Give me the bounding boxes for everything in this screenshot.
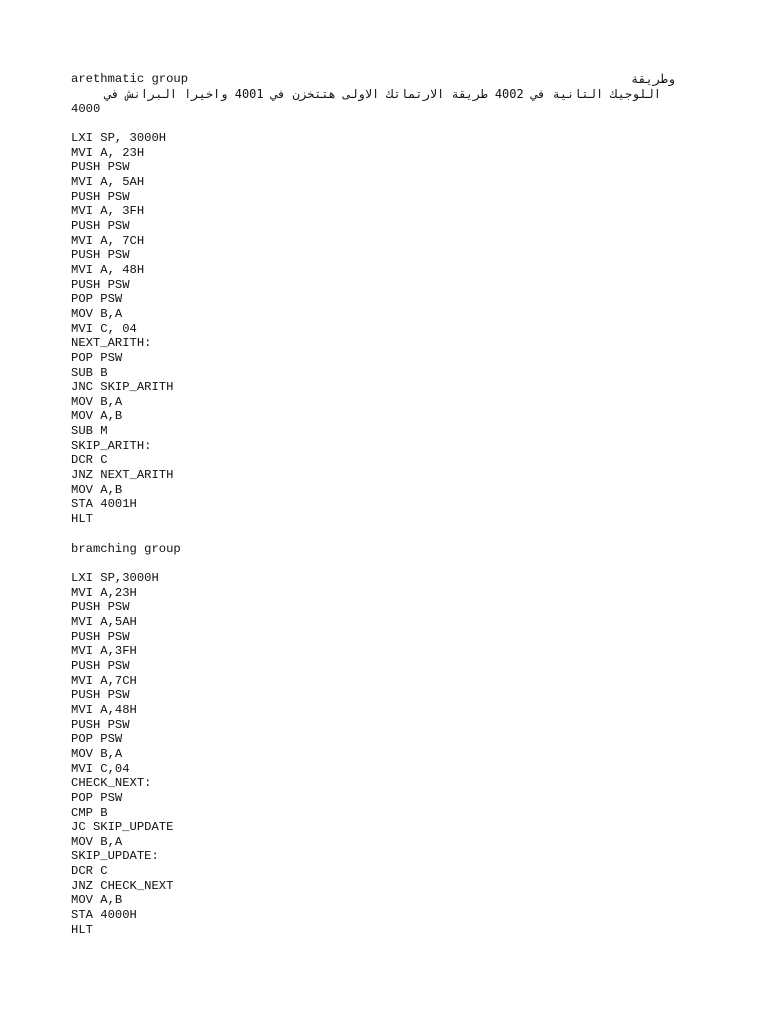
branching-code-line: POP PSW	[71, 732, 123, 747]
arithmetic-code-line: SUB B	[71, 365, 108, 380]
arithmetic-code-line: MOV B,A	[71, 306, 123, 321]
arabic-header-word: وطريقة	[630, 72, 675, 86]
branching-code-line: JNZ CHECK_NEXT	[71, 878, 174, 893]
branching-code-line: SKIP_UPDATE:	[71, 849, 159, 864]
header-row	[71, 72, 675, 87]
arabic-note-line: اللوجيك التانية في 4002 طريقة الارتماتك الاولى هتتخزن في 4001 واخيرا البرانش في	[104, 87, 661, 101]
branching-code-line: MOV B,A	[71, 746, 123, 761]
branching-code-line: CMP B	[71, 805, 108, 820]
arithmetic-code-line: MVI A, 7CH	[71, 233, 145, 248]
arithmetic-code-line: MOV A,B	[71, 482, 123, 497]
section-title-arithmetic: arethmatic group	[71, 72, 189, 86]
arithmetic-code-line: NEXT_ARITH:	[71, 336, 152, 351]
branching-code-line: PUSH PSW	[71, 688, 130, 703]
arithmetic-code-line: MVI A, 5AH	[71, 174, 145, 189]
arithmetic-code-line: JNZ NEXT_ARITH	[71, 468, 174, 483]
section-title-branching: bramching group	[71, 542, 181, 556]
branching-code-line: PUSH PSW	[71, 717, 130, 732]
branching-code-line: MVI A,23H	[71, 585, 137, 600]
arithmetic-code-line: MVI C, 04	[71, 321, 137, 336]
arithmetic-code-line: MVI A, 3FH	[71, 204, 145, 219]
arithmetic-code-line: MOV A,B	[71, 409, 123, 424]
branching-code-line: STA 4000H	[71, 908, 137, 923]
branching-code-block	[71, 571, 173, 937]
arithmetic-code-line: POP PSW	[71, 292, 123, 307]
branching-code-line: MOV B,A	[71, 834, 123, 849]
branching-code-line: PUSH PSW	[71, 629, 130, 644]
arithmetic-code-line: JNC SKIP_ARITH	[71, 380, 174, 395]
branching-code-line: MVI A,48H	[71, 702, 137, 717]
arithmetic-code-line: DCR C	[71, 453, 108, 468]
branching-code-line: MOV A,B	[71, 893, 123, 908]
arithmetic-code-line: STA 4001H	[71, 497, 137, 512]
arithmetic-code-line: POP PSW	[71, 350, 123, 365]
arithmetic-code-line: PUSH PSW	[71, 218, 130, 233]
branching-code-line: POP PSW	[71, 790, 123, 805]
arithmetic-code-line: PUSH PSW	[71, 160, 130, 175]
arithmetic-code-line: PUSH PSW	[71, 248, 130, 263]
arithmetic-code-line: MVI A, 48H	[71, 262, 145, 277]
arithmetic-code-line: MVI A, 23H	[71, 145, 145, 160]
arithmetic-code-line: MOV B,A	[71, 394, 123, 409]
branching-code-line: MVI A,3FH	[71, 644, 137, 659]
branching-code-line: PUSH PSW	[71, 600, 130, 615]
arithmetic-code-line: HLT	[71, 512, 93, 527]
note-number-line: 4000	[71, 102, 101, 116]
branching-code-line: JC SKIP_UPDATE	[71, 820, 174, 835]
branching-code-line: MVI C,04	[71, 761, 130, 776]
arithmetic-code-line: SUB M	[71, 424, 108, 439]
arithmetic-code-line: PUSH PSW	[71, 277, 130, 292]
branching-code-line: CHECK_NEXT:	[71, 776, 152, 791]
arithmetic-code-block	[71, 131, 173, 527]
branching-code-line: MVI A,7CH	[71, 673, 137, 688]
branching-code-line: DCR C	[71, 864, 108, 879]
arithmetic-code-line: LXI SP, 3000H	[71, 131, 167, 145]
branching-code-line: PUSH PSW	[71, 658, 130, 673]
branching-code-line: MVI A,5AH	[71, 614, 137, 629]
branching-code-line: HLT	[71, 922, 93, 937]
arithmetic-code-line: PUSH PSW	[71, 189, 130, 204]
arithmetic-code-line: SKIP_ARITH:	[71, 438, 152, 453]
branching-code-line: LXI SP,3000H	[71, 571, 159, 585]
